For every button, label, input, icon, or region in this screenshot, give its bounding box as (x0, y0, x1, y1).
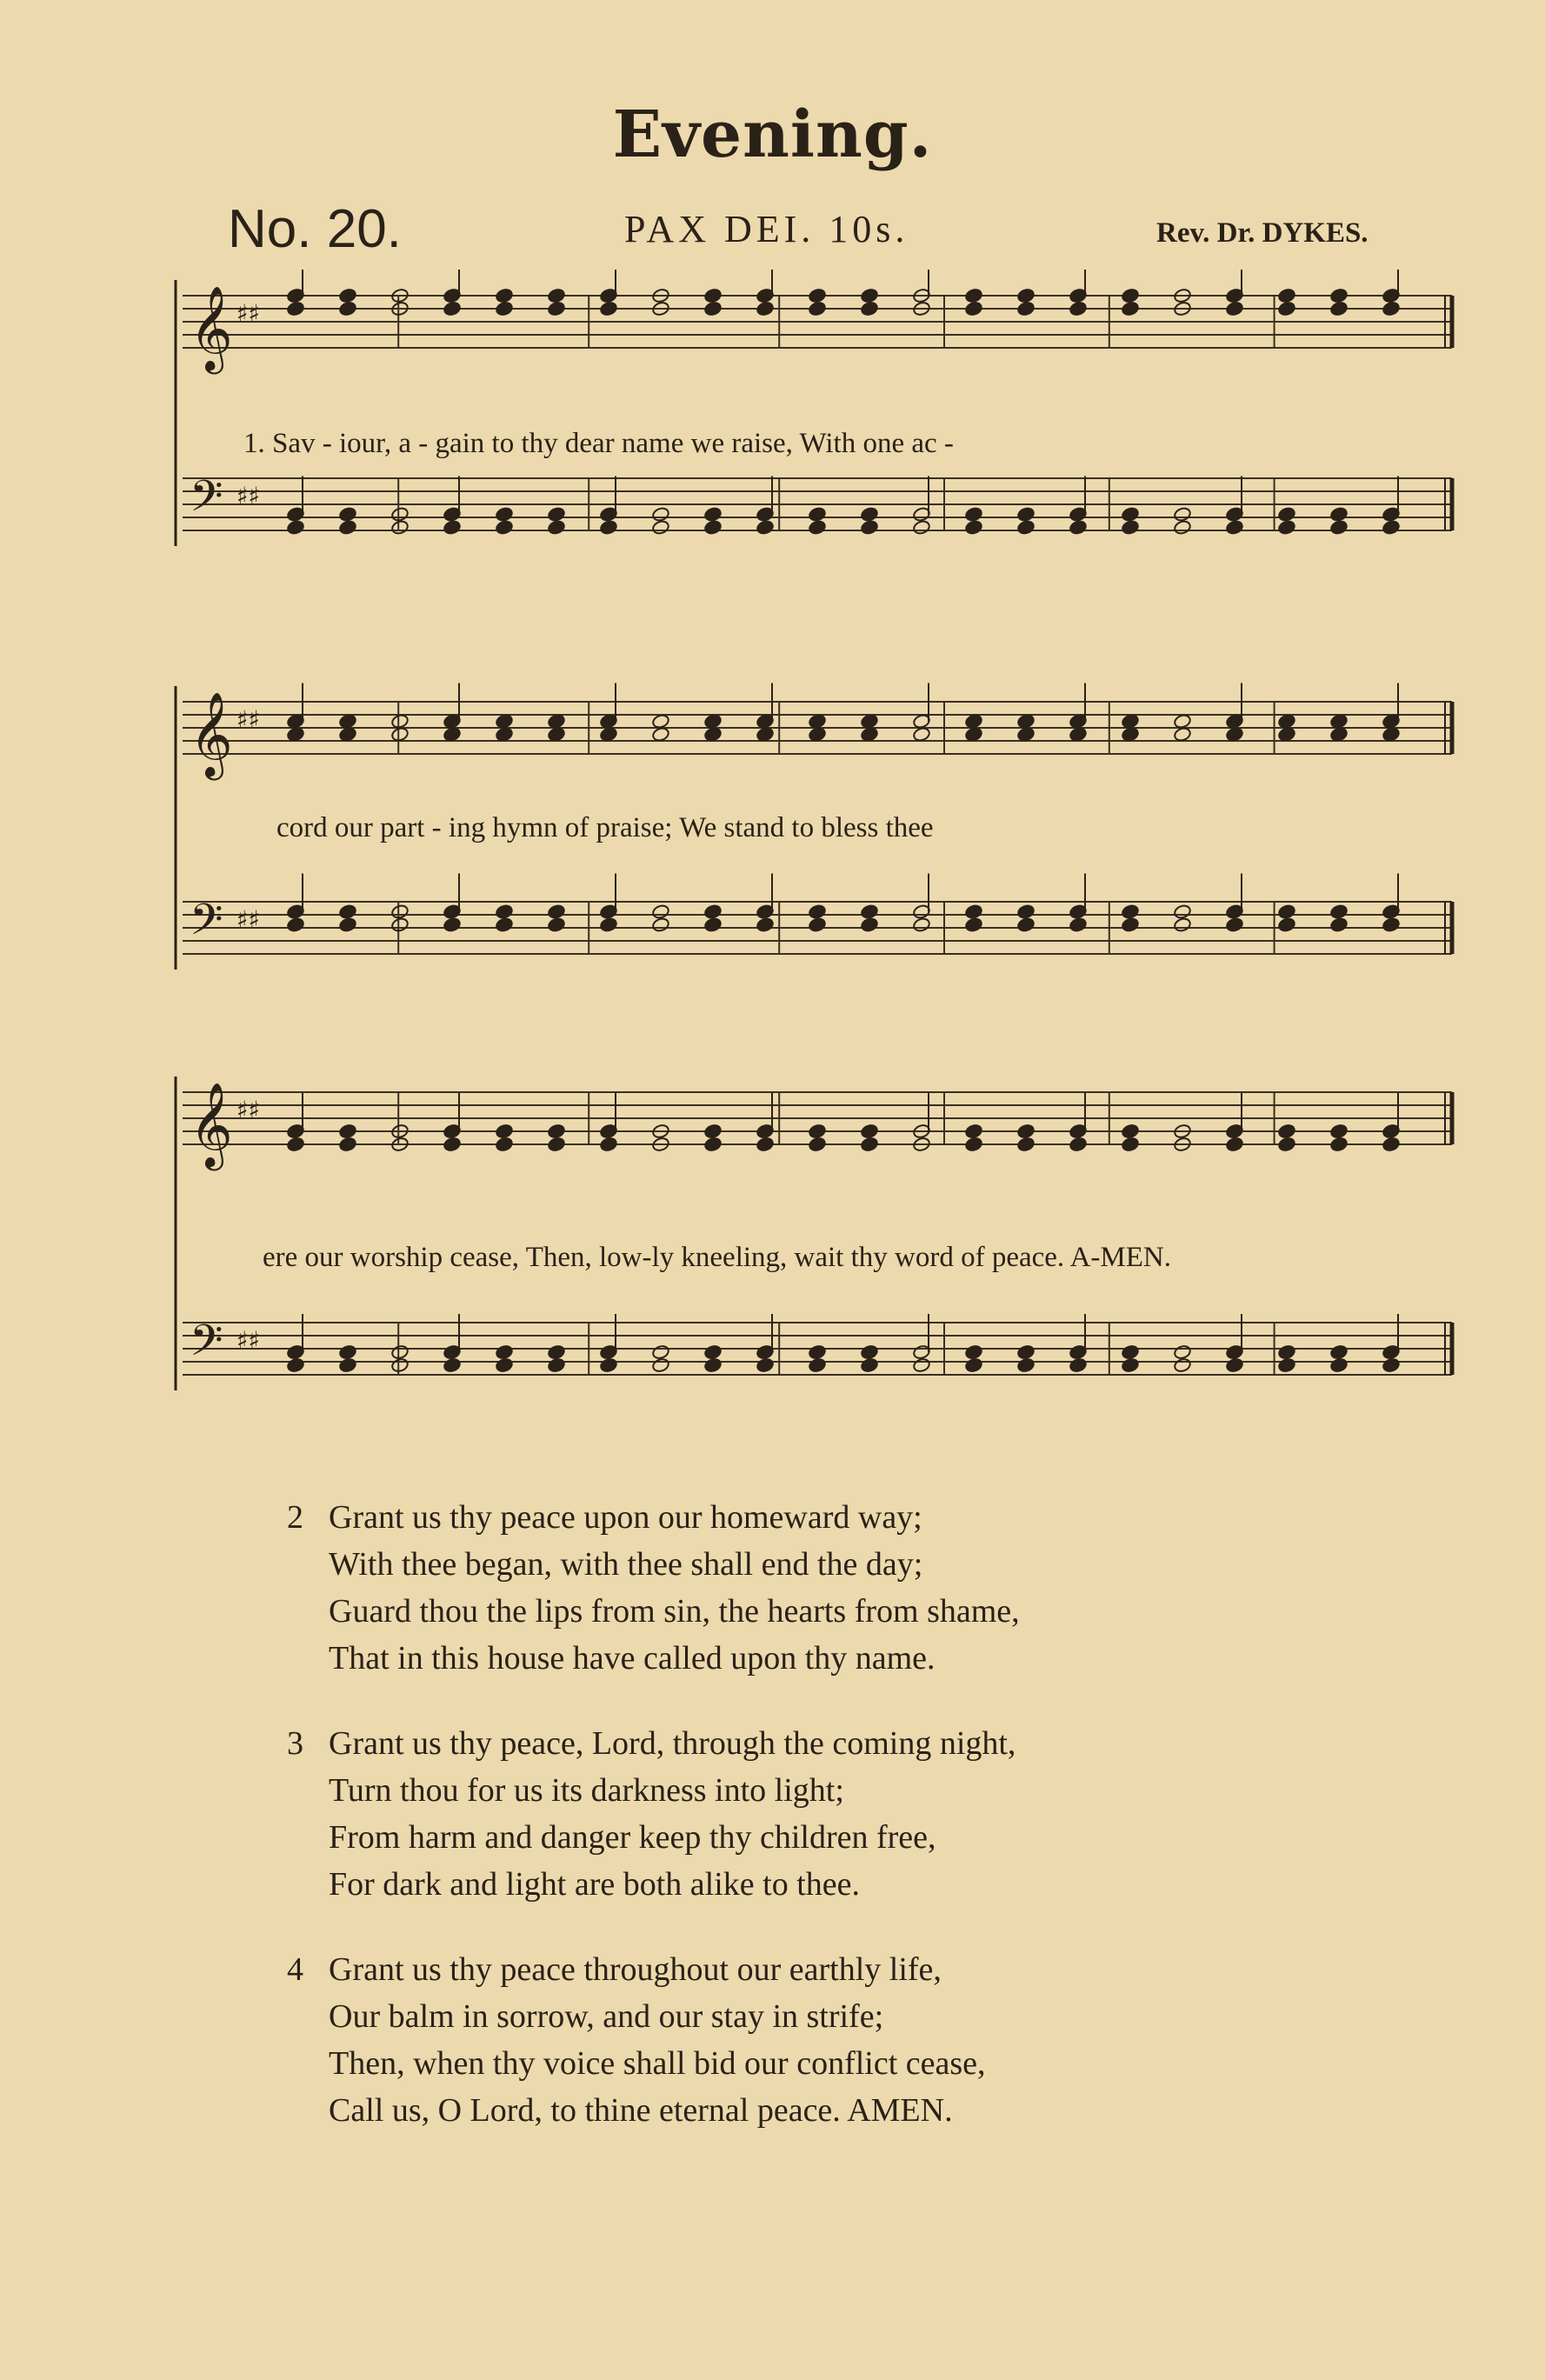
tune-name: PAX DEI. 10s. (624, 208, 909, 250)
svg-text:♯♯: ♯♯ (236, 299, 261, 328)
verses (287, 1494, 1020, 2172)
verse-line (287, 1635, 1020, 1682)
svg-text:𝄞: 𝄞 (190, 691, 233, 777)
music-system-2 (165, 654, 1469, 1019)
verse-4 (287, 1946, 1020, 2134)
svg-text:♯♯: ♯♯ (236, 705, 261, 734)
verse-number: 2 (287, 1499, 303, 1536)
verse-text: Grant us thy peace throughout our earthly life, (329, 1951, 942, 1988)
verse-3 (287, 1720, 1020, 1908)
svg-text:𝄞: 𝄞 (190, 1082, 233, 1167)
lyric-line-1: 1. Sav - iour, a - gain to thy dear name we raise, With one ac - (243, 428, 954, 459)
svg-text:♯♯: ♯♯ (236, 1096, 261, 1124)
svg-text:𝄢: 𝄢 (190, 895, 223, 956)
lyric-line-2: cord our part - ing hymn of praise; We stand to bless thee (276, 812, 934, 843)
music-system-1 (165, 270, 1469, 617)
verse-2 (287, 1494, 1020, 1682)
verse-text: With thee began, with thee shall end the day; (329, 1546, 923, 1583)
verse-number: 3 (287, 1725, 303, 1762)
verse-text: Turn thou for us its darkness into light; (329, 1772, 844, 1809)
composer-credit: Rev. Dr. DYKES. (1156, 217, 1369, 249)
verse-line (287, 1861, 1020, 1908)
verse-line (287, 1588, 1020, 1635)
hymn-number: No. 20. (228, 199, 402, 259)
svg-text:𝄢: 𝄢 (190, 471, 223, 532)
verse-line (287, 1541, 1020, 1588)
page-title: Evening. (612, 97, 933, 172)
verse-line (287, 1946, 1020, 1993)
verse-line (287, 1494, 1020, 1541)
verse-line (287, 2040, 1020, 2087)
verse-line (287, 1993, 1020, 2040)
verse-text: For dark and light are both alike to thee. (329, 1866, 860, 1903)
svg-text:♯♯: ♯♯ (236, 482, 261, 510)
verse-text: Call us, O Lord, to thine eternal peace. AMEN. (329, 2092, 953, 2129)
verse-number: 4 (287, 1951, 303, 1988)
svg-text:♯♯: ♯♯ (236, 1326, 261, 1355)
verse-text: From harm and danger keep thy children free, (329, 1819, 936, 1856)
verse-text: Grant us thy peace upon our homeward way; (329, 1499, 922, 1536)
svg-text:𝄢: 𝄢 (190, 1316, 223, 1377)
verse-text: Our balm in sorrow, and our stay in strife; (329, 1998, 884, 2035)
svg-text:𝄞: 𝄞 (190, 285, 233, 370)
lyric-line-3: ere our worship cease, Then, low-ly kneeling, wait thy word of peace. A-MEN. (263, 1242, 1171, 1273)
verse-text: Guard thou the lips from sin, the hearts from shame, (329, 1593, 1020, 1630)
verse-line (287, 1814, 1020, 1861)
verse-text: Then, when thy voice shall bid our conflict cease, (329, 2045, 986, 2082)
svg-text:♯♯: ♯♯ (236, 905, 261, 934)
verse-line (287, 2087, 1020, 2134)
verse-text: That in this house have called upon thy name. (329, 1640, 936, 1677)
verse-line (287, 1720, 1020, 1767)
verse-line (287, 1767, 1020, 1814)
verse-text: Grant us thy peace, Lord, through the coming night, (329, 1725, 1016, 1762)
music-system-3 (165, 1057, 1469, 1457)
